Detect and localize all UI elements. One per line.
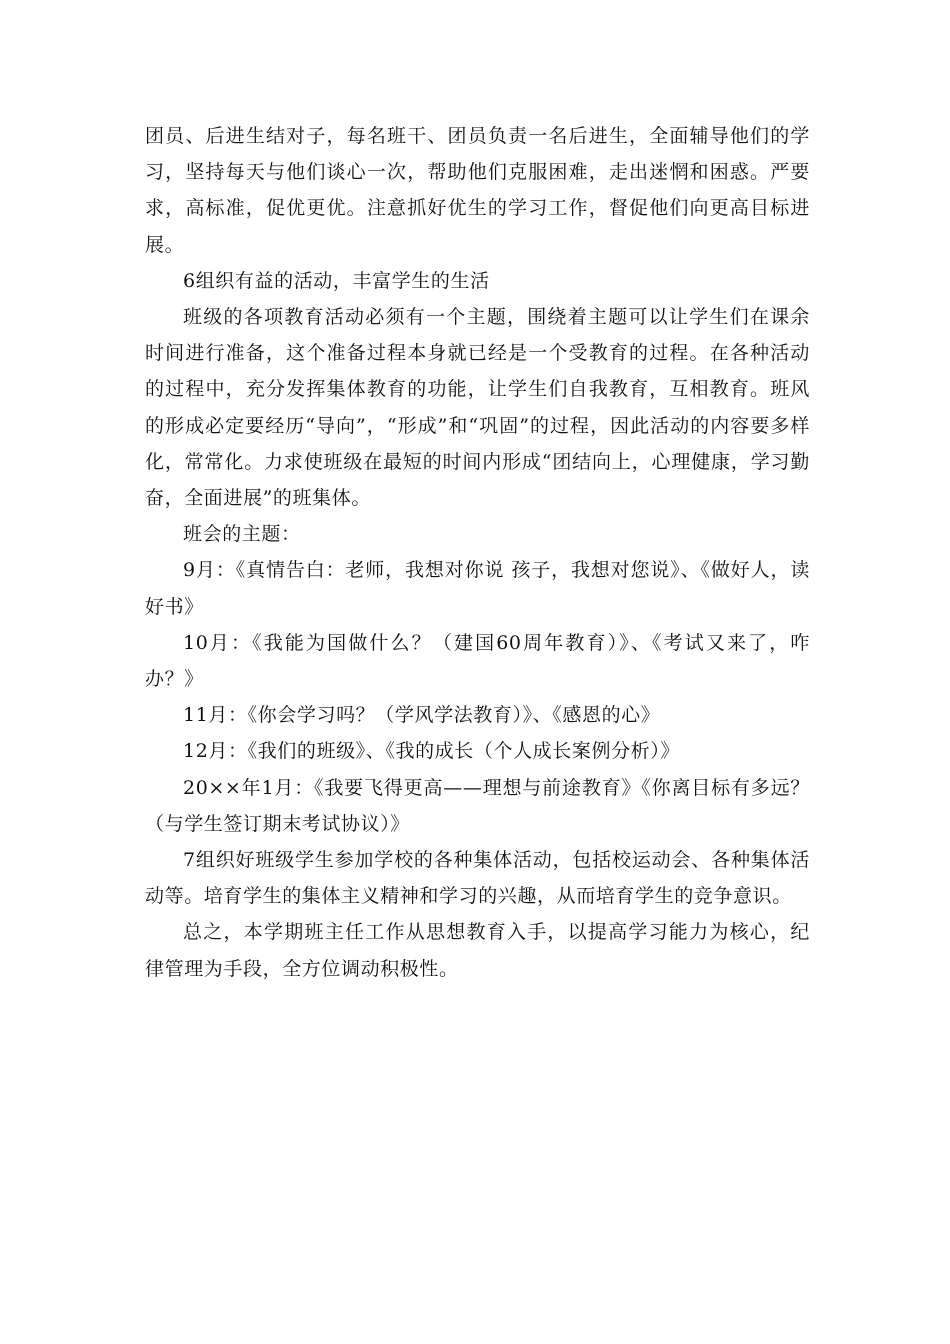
paragraph-summary: 总之，本学期班主任工作从思想教育入手，以提高学习能力为核心，纪律管理为手段，全方位调动积极性。	[145, 921, 810, 980]
heading-class-meeting-topics: 班会的主题：	[183, 523, 301, 546]
topic-october: 10月：《我能为国做什么？（建国60周年教育）》、《考试又来了，咋办？》	[145, 631, 810, 691]
document-body	[145, 118, 810, 987]
topic-january: 20××年1月：《我要飞得更高——理想与前途教育》《你离目标有多远？（与学生签订期末考试协议）》	[145, 776, 810, 835]
topic-december: 12月：《我们的班级》、《我的成长（个人成长案例分析）》	[183, 740, 680, 763]
paragraph-school-activities: 7组织好班级学生参加学校的各种集体活动，包括校运动会、各种集体活动等。培育学生的集体主义精神和学习的兴趣，从而培育学生的竞争意识。	[145, 849, 810, 908]
paragraph-pairing: 团员、后进生结对子，每名班干、团员负责一名后进生，全面辅导他们的学习，坚持每天与他们谈心一次，帮助他们克服困难，走出迷惘和困惑。严要求，高标准，促优更优。注意抓好优生的学习工作，督促他们向更高目标进展。	[145, 125, 810, 256]
topic-september: 9月：《真情告白：老师，我想对你说 孩子，我想对您说》、《做好人，读好书》	[145, 559, 810, 618]
heading-activities: 6组织有益的活动，丰富学生的生活	[183, 269, 490, 292]
topic-november: 11月：《你会学习吗？（学风学法教育）》、《感恩的心》	[183, 704, 661, 727]
paragraph-class-activities: 班级的各项教育活动必须有一个主题，围绕着主题可以让学生们在课余时间进行准备，这个准备过程本身就已经是一个受教育的过程。在各种活动的过程中，充分发挥集体教育的功能，让学生们自我教育，互相教育。班风的形成必定要经历“导向”，“形成”和“巩固”的过程，因此活动的内容要多样化，常常化。力求使班级在最短的时间内形成“团结向上，心理健康，学习勤奋，全面进展”的班集体。	[145, 306, 810, 510]
